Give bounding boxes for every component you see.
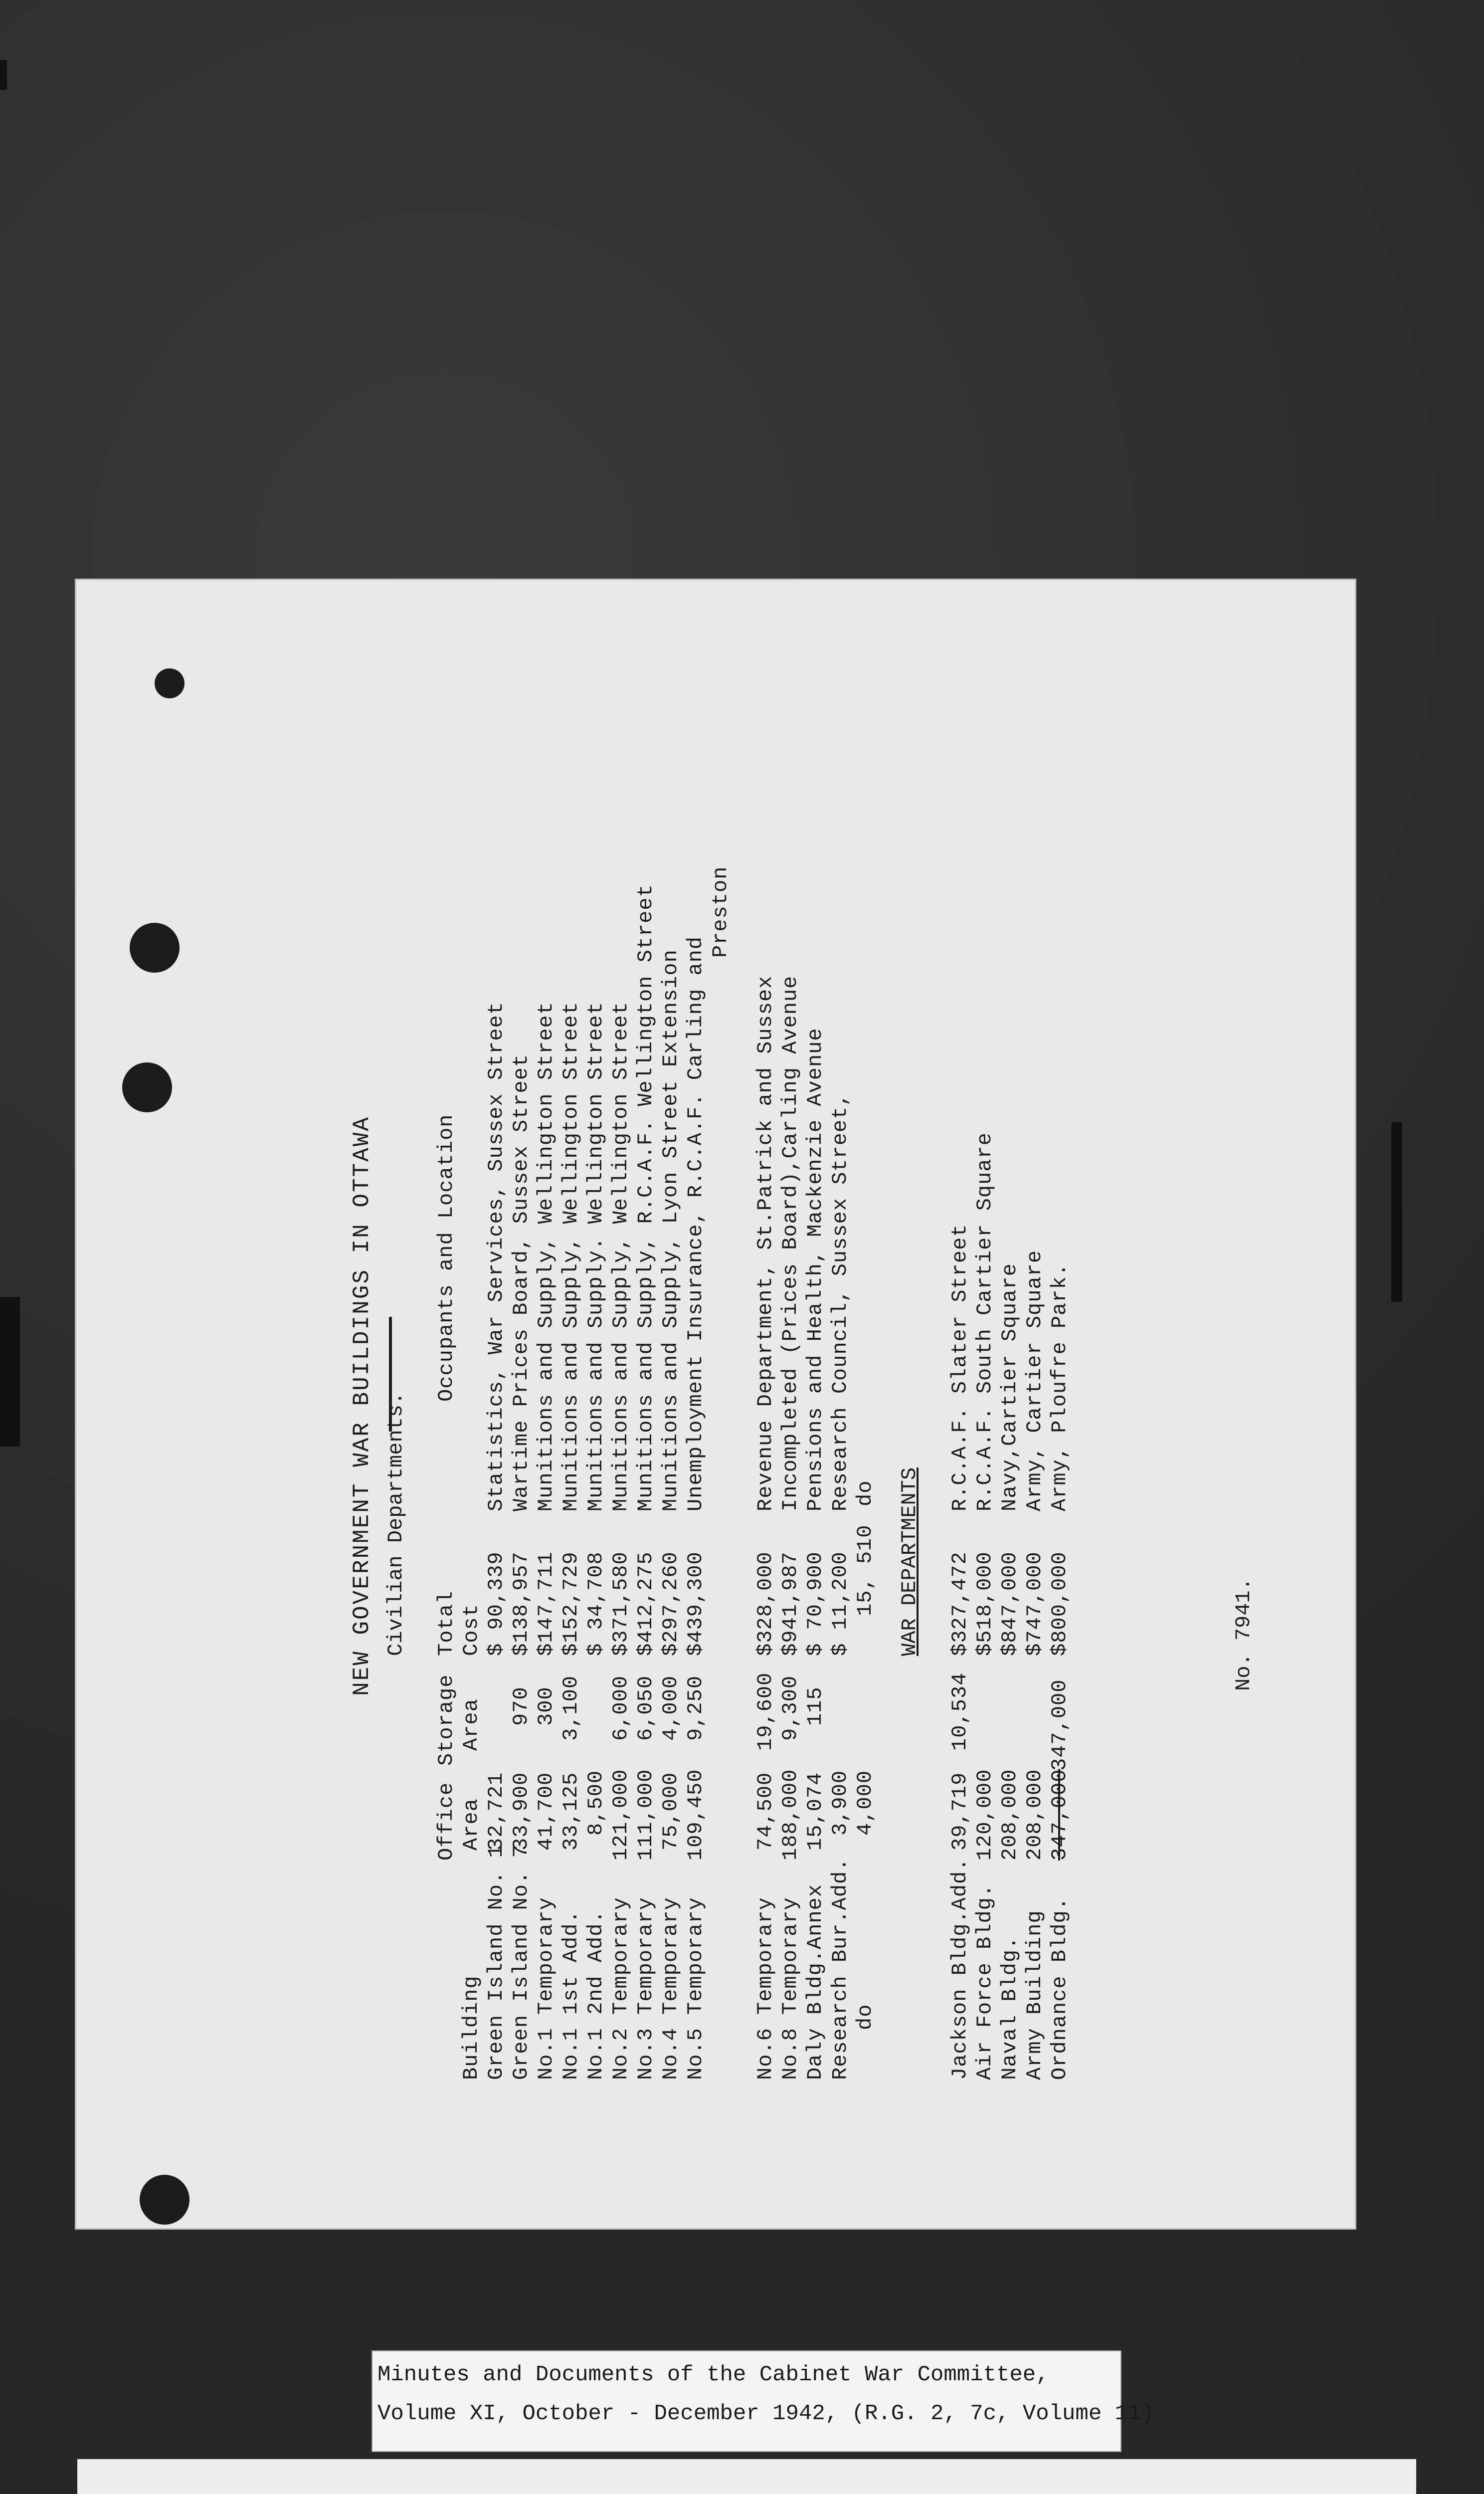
table-row-occupants: Navy,Cartier Square <box>998 1263 1022 1511</box>
table-row-storage: 300 <box>534 1686 558 1726</box>
table-row-cost: $800,000 <box>1048 1551 1072 1656</box>
extra-row-building: do <box>853 2004 877 2030</box>
table-row-storage: 3,100 <box>559 1675 583 1741</box>
table-row-building: No.1 2nd Add. <box>584 1910 608 2080</box>
header-storage-bottom: Area <box>459 1698 483 1751</box>
table-row-building: No.2 Temporary <box>609 1897 633 2080</box>
table-row-cost: $847,000 <box>998 1551 1022 1656</box>
table-row-occupants: Munitions and Supply. Wellington Street <box>584 1002 608 1511</box>
table-row-office: 41,700 <box>534 1772 558 1851</box>
table-row-office: 208,000 <box>1023 1769 1047 1861</box>
table-row-office: 120,000 <box>973 1769 997 1861</box>
table-row-office: 121,000 <box>609 1769 633 1861</box>
header-building: Building <box>459 1975 483 2080</box>
document-sheet <box>75 579 1356 2230</box>
table-row-building: No.5 Temporary <box>684 1897 708 2080</box>
table-row-occupants: Munitions and Supply, Wellington Street <box>609 1002 633 1511</box>
table-row-cost: $747,000 <box>1023 1551 1047 1656</box>
table-row-cost: $ 70,900 <box>803 1551 827 1656</box>
table-row-occupants: Army, Cartier Square <box>1023 1249 1047 1511</box>
table-row-cost: $518,000 <box>973 1551 997 1656</box>
table-row-storage: 4,000 <box>659 1675 683 1741</box>
table-row-cost: $147,711 <box>534 1551 558 1656</box>
table-row-cost: $297,260 <box>659 1551 683 1656</box>
header-cost-bottom: Cost <box>459 1604 483 1656</box>
table-row-office: 109,450 <box>684 1769 708 1861</box>
table-row-building: Naval Bldg. <box>998 1936 1022 2080</box>
table-row-occupants: Munitions and Supply, Lyon Street Extension <box>659 949 683 1511</box>
table-row-occupants: Revenue Department, St.Patrick and Sussex <box>753 975 777 1511</box>
table-row-occupants: Pensions and Health, Mackenzie Avenue <box>803 1028 827 1511</box>
table-row-cost: $439,300 <box>684 1551 708 1656</box>
table-row-occupants: Statistics, War Services, Sussex Street <box>484 1002 508 1511</box>
film-edge-mark <box>1391 1122 1402 1302</box>
section-war: WAR DEPARTMENTS <box>898 1467 922 1656</box>
table-row-cost: $ 11,200 <box>828 1551 852 1656</box>
rotated-page <box>75 579 1356 2230</box>
table-row-office: 3,900 <box>828 1770 852 1836</box>
label-line-1: Minutes and Documents of the Cabinet War Committee, <box>377 2362 1049 2387</box>
table-row-occupants: Unemployment Insurance, R.C.A.F. Carling and <box>684 936 708 1511</box>
header-office-top: Office <box>434 1782 458 1861</box>
table-row-storage: 115 <box>803 1686 827 1726</box>
table-row-building: No.1 Temporary <box>534 1897 558 2080</box>
table-row-office: 208,000 <box>998 1769 1022 1861</box>
table-row-cost: $138,957 <box>509 1551 533 1656</box>
table-row-office: 8,500 <box>584 1770 608 1836</box>
table-row-cost: $ 90,339 <box>484 1551 508 1656</box>
document-title: NEW GOVERNMENT WAR BUILDINGS IN OTTAWA <box>349 1116 375 1696</box>
table-row-building: Ordnance Bldg. <box>1048 1897 1072 2080</box>
table-row-storage: 6,000 <box>609 1675 633 1741</box>
table-row-office: 111,000 <box>634 1769 658 1861</box>
table-row-occupants: Incompleted (Prices Board),Carling Avenue <box>778 975 802 1511</box>
table-row-office-struck: 347,000 <box>1048 1769 1072 1861</box>
table-row-cost: $327,472 <box>948 1551 972 1656</box>
table-row-storage: 9,300 <box>778 1675 802 1741</box>
table-row-occupants: R.C.A.F. Slater Street <box>948 1224 972 1511</box>
extra-row-occupants: do <box>853 1480 877 1506</box>
table-row-office: 32,721 <box>484 1772 508 1851</box>
table-row-building: No.3 Temporary <box>634 1897 658 2080</box>
header-storage-top: Storage <box>434 1674 458 1766</box>
table-row-office: 33,125 <box>559 1772 583 1851</box>
occupants-continuation: Preston <box>709 866 733 958</box>
table-row-cost: $328,000 <box>753 1551 777 1656</box>
table-row-storage: 10,534 <box>948 1672 972 1751</box>
table-row-occupants: Munitions and Supply, Wellington Street <box>559 1002 583 1511</box>
table-row-building: Air Force Bldg. <box>973 1883 997 2080</box>
table-row-occupants: Army, Ploufre Park. <box>1048 1263 1072 1511</box>
table-row-occupants: Munitions and Supply, Wellington Street <box>534 1002 558 1511</box>
table-row-storage: 9,250 <box>684 1675 708 1741</box>
table-row-cost: $152,729 <box>559 1551 583 1656</box>
header-cost-top: Total <box>434 1590 458 1656</box>
archives-stamp <box>77 2459 1416 2494</box>
table-row-building: No.4 Temporary <box>659 1897 683 2080</box>
table-row-occupants: Research Council, Sussex Street, <box>828 1093 852 1511</box>
table-row-building: Green Island No. 7 <box>509 1845 533 2080</box>
table-row-office: 39,719 <box>948 1772 972 1851</box>
table-row-cost: $371,580 <box>609 1551 633 1656</box>
table-row-storage: 6,050 <box>634 1675 658 1741</box>
table-row-building: No.6 Temporary <box>753 1897 777 2080</box>
table-row-occupants: R.C.A.F. South Cartier Square <box>973 1132 997 1511</box>
table-row-cost: $941,987 <box>778 1551 802 1656</box>
film-edge-mark <box>0 60 7 90</box>
label-line-2: Volume XI, October - December 1942, (R.G. 2, 7c, Volume 11) <box>377 2401 1154 2426</box>
table-row-occupants: Munitions and Supply, R.C.A.F. Wellington Street <box>634 884 658 1511</box>
table-row-building: Research Bur.Add. <box>828 1858 852 2080</box>
archive-label <box>371 2350 1154 2452</box>
document-number: No. 7941. <box>1232 1578 1256 1691</box>
table-row-building: No.1 1st Add. <box>559 1910 583 2080</box>
table-row-office: 188,000 <box>778 1769 802 1861</box>
header-office-bottom: Area <box>459 1798 483 1851</box>
header-occupants: Occupants and Location <box>434 1114 458 1402</box>
table-row-building: Daly Bldg.Annex <box>803 1883 827 2080</box>
table-row-storage: 347,000 <box>1048 1679 1072 1771</box>
table-row-building: No.8 Temporary <box>778 1897 802 2080</box>
table-row-office: 33,900 <box>509 1772 533 1851</box>
extra-row-cost: 15, 510 <box>853 1524 877 1616</box>
table-row-cost: $412,275 <box>634 1551 658 1656</box>
table-row-cost: $ 34,708 <box>584 1551 608 1656</box>
table-row-occupants: Wartime Prices Board, Sussex Street <box>509 1053 533 1511</box>
table-row-storage: 19,600 <box>753 1672 777 1751</box>
table-row-office: 74,500 <box>753 1772 777 1851</box>
table-row-office: 75,000 <box>659 1772 683 1851</box>
table-row-building: Green Island No. 1 <box>484 1845 508 2080</box>
table-row-building: Army Building <box>1023 1910 1047 2080</box>
table-row-office: 15,074 <box>803 1772 827 1851</box>
section-civilian: Civilian Departments. <box>384 1392 408 1656</box>
extra-row-office: 4,000 <box>853 1770 877 1836</box>
table-row-building: Jackson Bldg.Add. <box>948 1858 972 2080</box>
film-edge-mark <box>0 1297 20 1447</box>
table-row-storage: 970 <box>509 1686 533 1726</box>
